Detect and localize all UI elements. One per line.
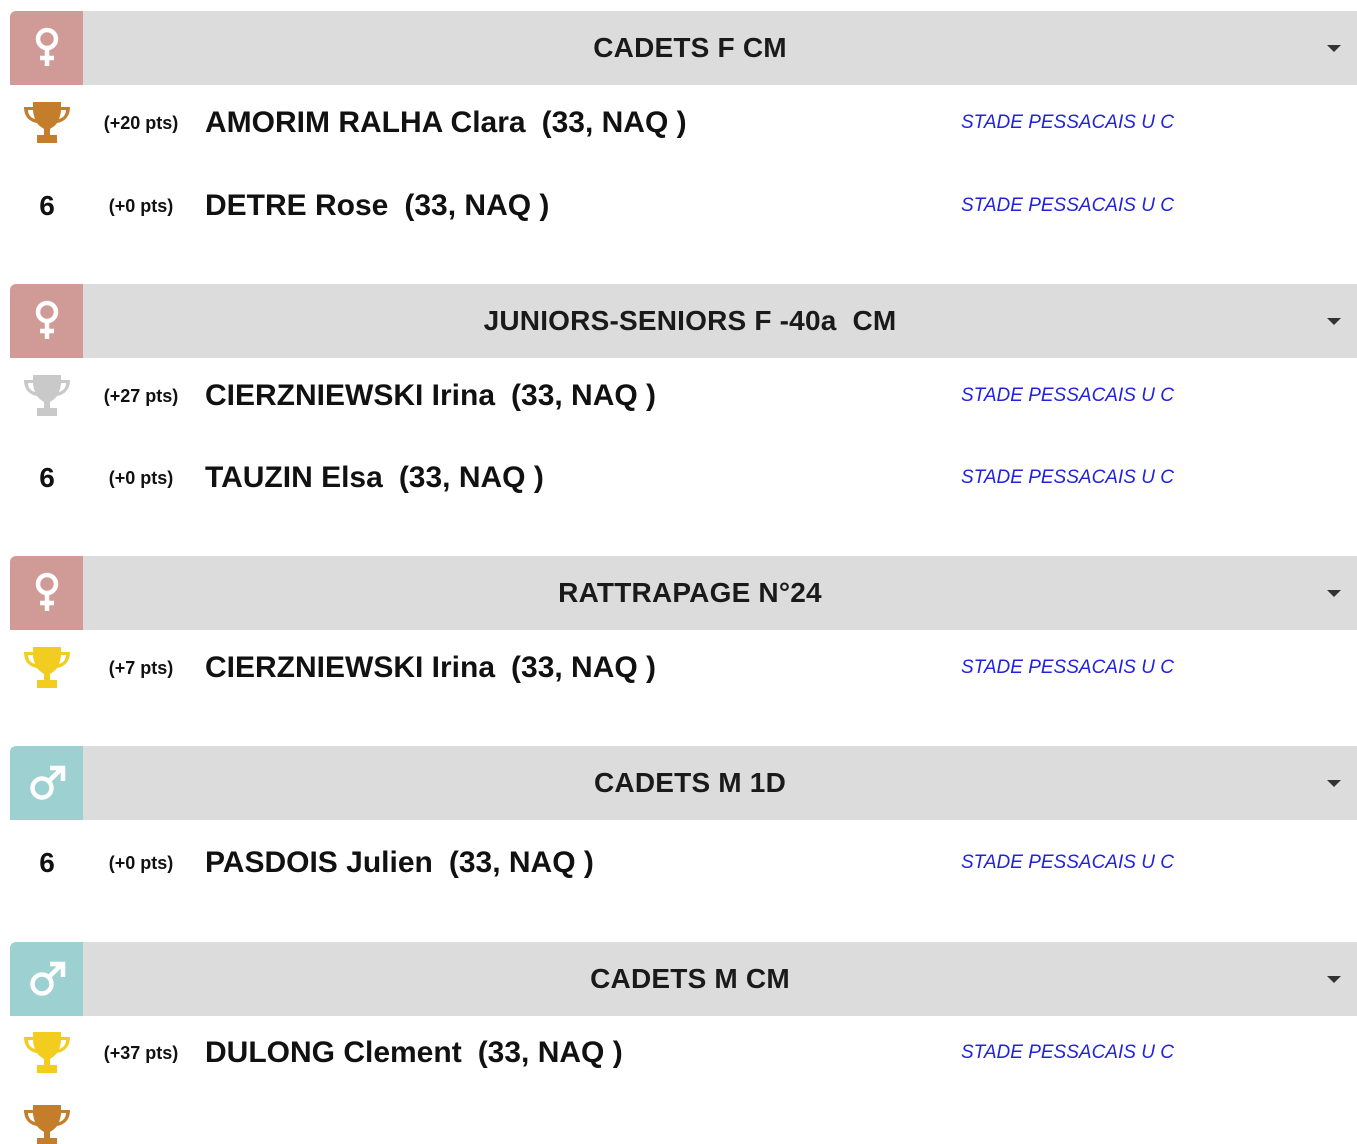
- club-link[interactable]: STADE PESSACAIS U C: [961, 657, 1174, 678]
- section-title-bar: [83, 746, 1357, 820]
- athlete-origin: (33, NAQ ): [398, 461, 544, 494]
- trophy-icon: [18, 366, 76, 426]
- result-row: [0, 448, 1357, 508]
- trophy-icon: [18, 93, 76, 153]
- female-symbol-icon: [10, 556, 83, 630]
- athlete-link[interactable]: [205, 176, 549, 236]
- trophy-icon: [18, 1100, 76, 1144]
- caret-down-icon[interactable]: [1327, 780, 1341, 787]
- section-title: JUNIORS-SENIORS F -40a CM: [483, 305, 897, 336]
- section-header-cadets-m-1d[interactable]: [10, 746, 1357, 820]
- caret-down-icon[interactable]: [1327, 318, 1341, 325]
- section-header-cadets-f-cm[interactable]: [10, 11, 1357, 85]
- athlete-link[interactable]: [205, 366, 656, 426]
- athlete-link[interactable]: [205, 833, 594, 893]
- athlete-name: PASDOIS Julien: [205, 846, 433, 879]
- athlete-link[interactable]: [205, 1023, 623, 1083]
- athlete-name: CIERZNIEWSKI Irina: [205, 379, 496, 412]
- athlete-name: CIERZNIEWSKI Irina: [205, 651, 496, 684]
- athlete-origin: (33, NAQ ): [404, 189, 550, 222]
- rank-cell: [18, 176, 76, 236]
- result-row: [0, 1100, 1357, 1144]
- caret-down-icon[interactable]: [1327, 976, 1341, 983]
- athlete-link[interactable]: [205, 448, 544, 508]
- athlete-origin: (33, NAQ ): [448, 846, 594, 879]
- section-title-bar: [83, 11, 1357, 85]
- points-gained: (+27 pts): [103, 386, 179, 406]
- result-row: [0, 833, 1357, 893]
- result-row: [0, 93, 1357, 153]
- section-title-bar: [83, 942, 1357, 1016]
- rank-cell: [18, 833, 76, 893]
- athlete-origin: (33, NAQ ): [541, 106, 687, 139]
- athlete-name: TAUZIN Elsa: [205, 461, 383, 494]
- rank-number: 6: [39, 462, 55, 493]
- section-title: RATTRAPAGE N°24: [558, 577, 822, 608]
- section-title-bar: [83, 556, 1357, 630]
- trophy-icon: [18, 1023, 76, 1083]
- athlete-origin: (33, NAQ ): [477, 1036, 623, 1069]
- points-gained: (+7 pts): [108, 658, 174, 678]
- points-gained: (+37 pts): [103, 1043, 179, 1063]
- athlete-name: DETRE Rose: [205, 189, 389, 222]
- athlete-link[interactable]: [205, 638, 656, 698]
- section-title: CADETS M CM: [590, 963, 790, 994]
- athlete-name: AMORIM RALHA Clara: [205, 106, 526, 139]
- rank-number: 6: [39, 847, 55, 878]
- section-title: CADETS M 1D: [594, 767, 786, 798]
- male-symbol-icon: [10, 942, 83, 1016]
- points-gained: (+0 pts): [108, 853, 174, 873]
- rank-cell: [18, 448, 76, 508]
- section-header-rattrapage[interactable]: [10, 556, 1357, 630]
- caret-down-icon[interactable]: [1327, 590, 1341, 597]
- club-link[interactable]: STADE PESSACAIS U C: [961, 112, 1174, 133]
- club-link[interactable]: STADE PESSACAIS U C: [961, 1042, 1174, 1063]
- section-header-juniors-seniors-f[interactable]: [10, 284, 1357, 358]
- club-link[interactable]: STADE PESSACAIS U C: [961, 195, 1174, 216]
- points-gained: (+0 pts): [108, 196, 174, 216]
- result-row: [0, 366, 1357, 426]
- athlete-name: DULONG Clement: [205, 1036, 462, 1069]
- result-row: [0, 1023, 1357, 1083]
- points-gained: (+20 pts): [103, 113, 179, 133]
- section-title: CADETS F CM: [593, 32, 787, 63]
- club-link[interactable]: STADE PESSACAIS U C: [961, 467, 1174, 488]
- club-link[interactable]: STADE PESSACAIS U C: [961, 385, 1174, 406]
- result-row: [0, 638, 1357, 698]
- club-link[interactable]: STADE PESSACAIS U C: [961, 852, 1174, 873]
- points-gained: (+0 pts): [108, 468, 174, 488]
- athlete-origin: (33, NAQ ): [511, 379, 657, 412]
- male-symbol-icon: [10, 746, 83, 820]
- caret-down-icon[interactable]: [1327, 45, 1341, 52]
- female-symbol-icon: [10, 11, 83, 85]
- section-header-cadets-m-cm[interactable]: [10, 942, 1357, 1016]
- section-title-bar: [83, 284, 1357, 358]
- trophy-icon: [18, 638, 76, 698]
- rank-number: 6: [39, 190, 55, 221]
- result-row: [0, 176, 1357, 236]
- female-symbol-icon: [10, 284, 83, 358]
- athlete-origin: (33, NAQ ): [511, 651, 657, 684]
- athlete-link[interactable]: [205, 93, 687, 153]
